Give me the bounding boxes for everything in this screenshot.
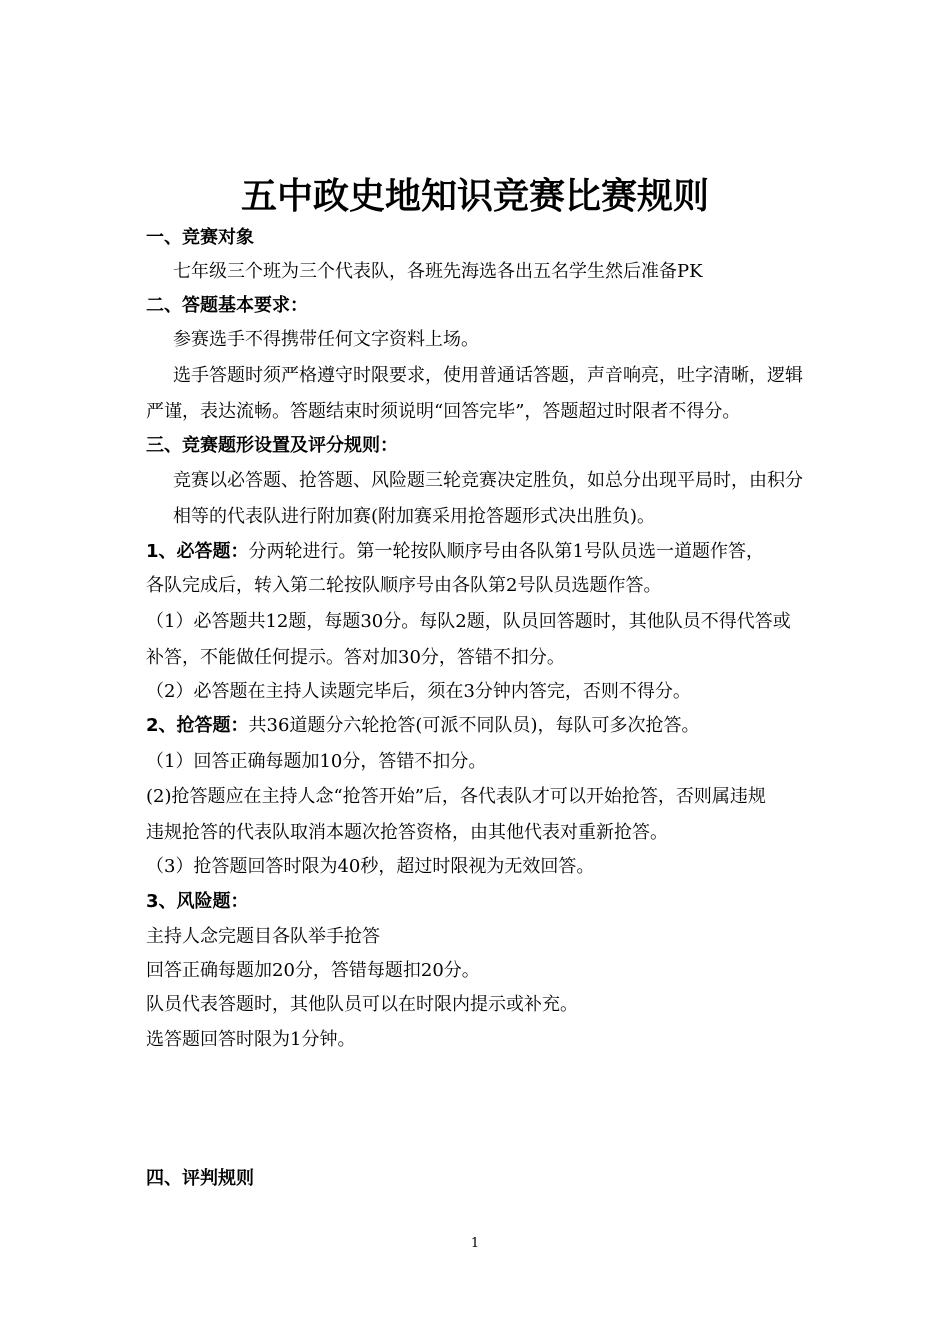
required-questions-text: 分两轮进行。第一轮按队顺序号由各队第1号队员选一道题作答， [248, 541, 764, 562]
required-item-1-line-2: 补答，不能做任何提示。答对加30分，答错不扣分。 [146, 647, 565, 668]
risk-questions-line-2: 回答正确每题加20分，答错每题扣20分。 [146, 960, 480, 981]
buzzer-item-1: （1）回答正确每题加10分，答错不扣分。 [146, 751, 487, 772]
requirements-paragraph-2-line-1: 选手答题时须严格遵守时限要求，使用普通话答题，声音响亮，吐字清晰，逻辑 [173, 365, 803, 386]
buzzer-item-2-line-1: (2)抢答题应在主持人念“抢答开始”后，各代表队才可以开始抢答，否则属违规 [146, 786, 766, 807]
risk-questions-line-4: 选答题回答时限为1分钟。 [146, 1029, 356, 1050]
risk-questions-label: 3、风险题： [146, 891, 249, 912]
participants-paragraph: 七年级三个班为三个代表队，各班先海选各出五名学生然后准备PK [173, 261, 703, 282]
document-title: 五中政史地知识竞赛比赛规则 [240, 175, 709, 217]
section-heading-basic-requirements: 二、答题基本要求： [146, 295, 308, 316]
requirements-paragraph-2-line-2: 严谨，表达流畅。答题结束时须说明“回答完毕”，答题超过时限者不得分。 [146, 401, 741, 422]
requirements-paragraph-1: 参赛选手不得携带任何文字资料上场。 [173, 329, 479, 350]
required-item-1-line-1: （1）必答题共12题，每题30分。每队2题，队员回答题时，其他队员不得代答或 [146, 611, 791, 632]
risk-questions-line-1: 主持人念完题目各队举手抢答 [146, 926, 380, 947]
risk-questions-line-3: 队员代表答题时，其他队员可以在时限内提示或补充。 [146, 994, 578, 1015]
required-questions-line-1 [146, 540, 764, 564]
question-types-paragraph-line-1: 竞赛以必答题、抢答题、风险题三轮竞赛决定胜负，如总分出现平局时，由积分 [173, 470, 803, 491]
section-heading-participants: 一、竞赛对象 [146, 227, 254, 248]
buzzer-questions-text: 共36道题分六轮抢答(可派不同队员)，每队可多次抢答。 [248, 715, 700, 736]
page-number: 1 [470, 1236, 480, 1251]
section-heading-judging-rules: 四、评判规则 [146, 1168, 254, 1189]
buzzer-item-3: （3）抢答题回答时限为40秒，超过时限视为无效回答。 [146, 856, 595, 877]
buzzer-questions-line-1 [146, 714, 699, 738]
buzzer-questions-label: 2、抢答题： [146, 715, 249, 736]
required-questions-line-2: 各队完成后，转入第二轮按队顺序号由各队第2号队员选题作答。 [146, 575, 662, 596]
buzzer-item-2-line-2: 违规抢答的代表队取消本题次抢答资格，由其他代表对重新抢答。 [146, 822, 668, 843]
section-heading-question-types: 三、竞赛题形设置及评分规则： [146, 435, 398, 456]
required-item-2: （2）必答题在主持人读题完毕后，须在3分钟内答完，否则不得分。 [146, 681, 691, 702]
question-types-paragraph-line-2: 相等的代表队进行附加赛(附加赛采用抢答题形式决出胜负)。 [173, 506, 656, 527]
required-questions-label: 1、必答题： [146, 541, 249, 562]
